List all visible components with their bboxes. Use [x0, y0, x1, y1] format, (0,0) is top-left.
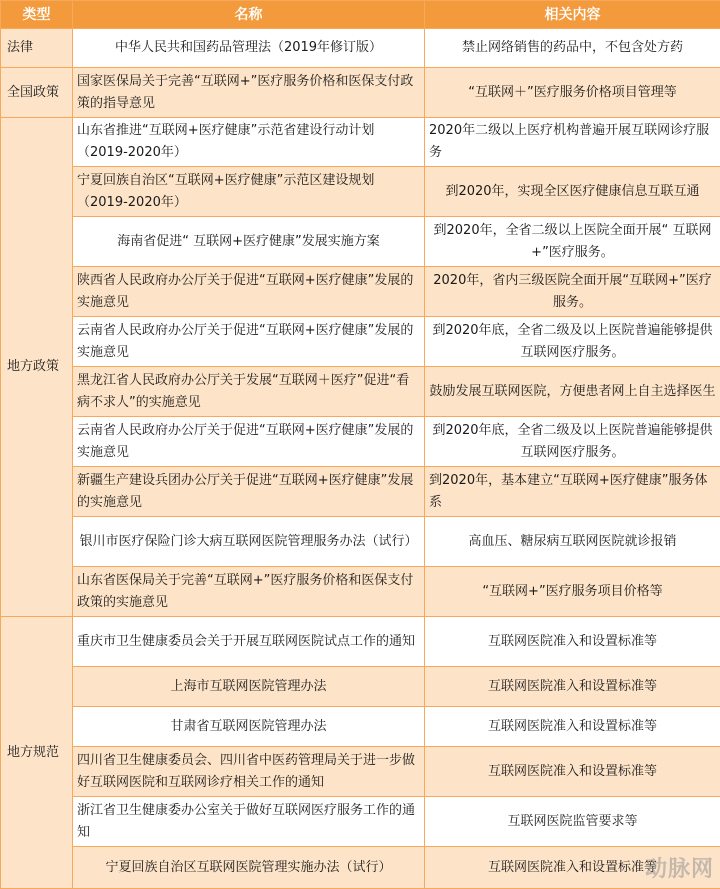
- name-cell: 重庆市卫生健康委员会关于开展互联网医院试点工作的通知: [73, 617, 425, 667]
- table-row: [1, 29, 720, 68]
- name-cell: 云南省人民政府办公厅关于促进“互联网+医疗健康”发展的实施意见: [73, 417, 425, 467]
- content-cell: 到2020年底，全省二级及以上医院普遍能够提供互联网医疗服务。: [425, 417, 720, 467]
- name-cell: 中华人民共和国药品管理法（2019年修订版）: [73, 29, 425, 68]
- name-cell: 银川市医疗保险门诊大病互联网医院管理服务办法（试行）: [73, 517, 425, 567]
- type-cell-local-regulation: 地方规范: [1, 617, 73, 889]
- table-row: [1, 267, 720, 317]
- content-cell: 互联网医院准入和设置标准等: [425, 747, 720, 797]
- content-cell: 鼓励发展互联网医院，方便患者网上自主选择医生: [425, 367, 720, 417]
- name-cell: 甘肃省互联网医院管理办法: [73, 707, 425, 747]
- content-cell: 到2020年，基本建立“互联网+医疗健康”服务体系: [425, 467, 720, 517]
- table-row: [1, 118, 720, 167]
- content-cell: 2020年二级以上医疗机构普遍开展互联网诊疗服务: [425, 118, 720, 167]
- content-cell: 到2020年底，全省二级及以上医院普遍能够提供互联网医疗服务。: [425, 317, 720, 367]
- content-cell: “互联网+”医疗服务项目价格等: [425, 567, 720, 617]
- table-row: [1, 797, 720, 847]
- table-row: [1, 167, 720, 217]
- table-row: [1, 68, 720, 118]
- name-cell: 山东省医保局关于完善“互联网+”医疗服务价格和医保支付政策的实施意见: [73, 567, 425, 617]
- type-cell-law: 法律: [1, 29, 73, 68]
- header-type: 类型: [1, 1, 73, 29]
- name-cell: 陕西省人民政府办公厅关于促进“互联网+医疗健康”发展的实施意见: [73, 267, 425, 317]
- type-cell-national: 全国政策: [1, 68, 73, 118]
- content-cell: 互联网医院准入和设置标准等: [425, 707, 720, 747]
- table-row: [1, 467, 720, 517]
- table-row: [1, 317, 720, 367]
- header-name: 名称: [73, 1, 425, 29]
- table-row: [1, 517, 720, 567]
- name-cell: 上海市互联网医院管理办法: [73, 667, 425, 707]
- content-cell: 禁止网络销售的药品中，不包含处方药: [425, 29, 720, 68]
- content-cell: “互联网＋”医疗服务价格项目管理等: [425, 68, 720, 118]
- content-cell: 互联网医院准入和设置标准等: [425, 847, 720, 889]
- table-row: [1, 847, 720, 889]
- name-cell: 宁夏回族自治区“互联网+医疗健康”示范区建设规划（2019-2020年）: [73, 167, 425, 217]
- content-cell: 到2020年，全省二级以上医院全面开展“ 互联网+”医疗服务。: [425, 217, 720, 267]
- name-cell: 国家医保局关于完善“互联网+”医疗服务价格和医保支付政策的指导意见: [73, 68, 425, 118]
- table-row: [1, 217, 720, 267]
- table-row: [1, 567, 720, 617]
- content-cell: 互联网医院准入和设置标准等: [425, 617, 720, 667]
- header-content: 相关内容: [425, 1, 720, 29]
- type-cell-local-policy: 地方政策: [1, 118, 73, 617]
- table-row: [1, 667, 720, 707]
- content-cell: 2020年，省内三级医院全面开展“互联网+”医疗服务。: [425, 267, 720, 317]
- name-cell: 新疆生产建设兵团办公厅关于促进“互联网+医疗健康”发展的实施意见: [73, 467, 425, 517]
- table-row: [1, 747, 720, 797]
- name-cell: 山东省推进“互联网+医疗健康”示范省建设行动计划（2019-2020年）: [73, 118, 425, 167]
- table-row: [1, 617, 720, 667]
- content-cell: 互联网医院监管要求等: [425, 797, 720, 847]
- name-cell: 宁夏回族自治区互联网医院管理实施办法（试行）: [73, 847, 425, 889]
- table-row: [1, 707, 720, 747]
- content-cell: 到2020年，实现全区医疗健康信息互联互通: [425, 167, 720, 217]
- watermark-logo: 动脉网: [645, 852, 714, 883]
- content-cell: 高血压、糖尿病互联网医院就诊报销: [425, 517, 720, 567]
- table-row: [1, 367, 720, 417]
- content-cell: 互联网医院准入和设置标准等: [425, 667, 720, 707]
- name-cell: 四川省卫生健康委员会、四川省中医药管理局关于进一步做好互联网医院和互联网诊疗相关工作的通知: [73, 747, 425, 797]
- name-cell: 海南省促进“ 互联网+医疗健康”发展实施方案: [73, 217, 425, 267]
- table-row: [1, 417, 720, 467]
- table-header-row: [1, 1, 720, 29]
- name-cell: 云南省人民政府办公厅关于促进“互联网+医疗健康”发展的实施意见: [73, 317, 425, 367]
- name-cell: 浙江省卫生健康委办公室关于做好互联网医疗服务工作的通知: [73, 797, 425, 847]
- name-cell: 黑龙江省人民政府办公厅关于发展“互联网＋医疗”促进“看病不求人”的实施意见: [73, 367, 425, 417]
